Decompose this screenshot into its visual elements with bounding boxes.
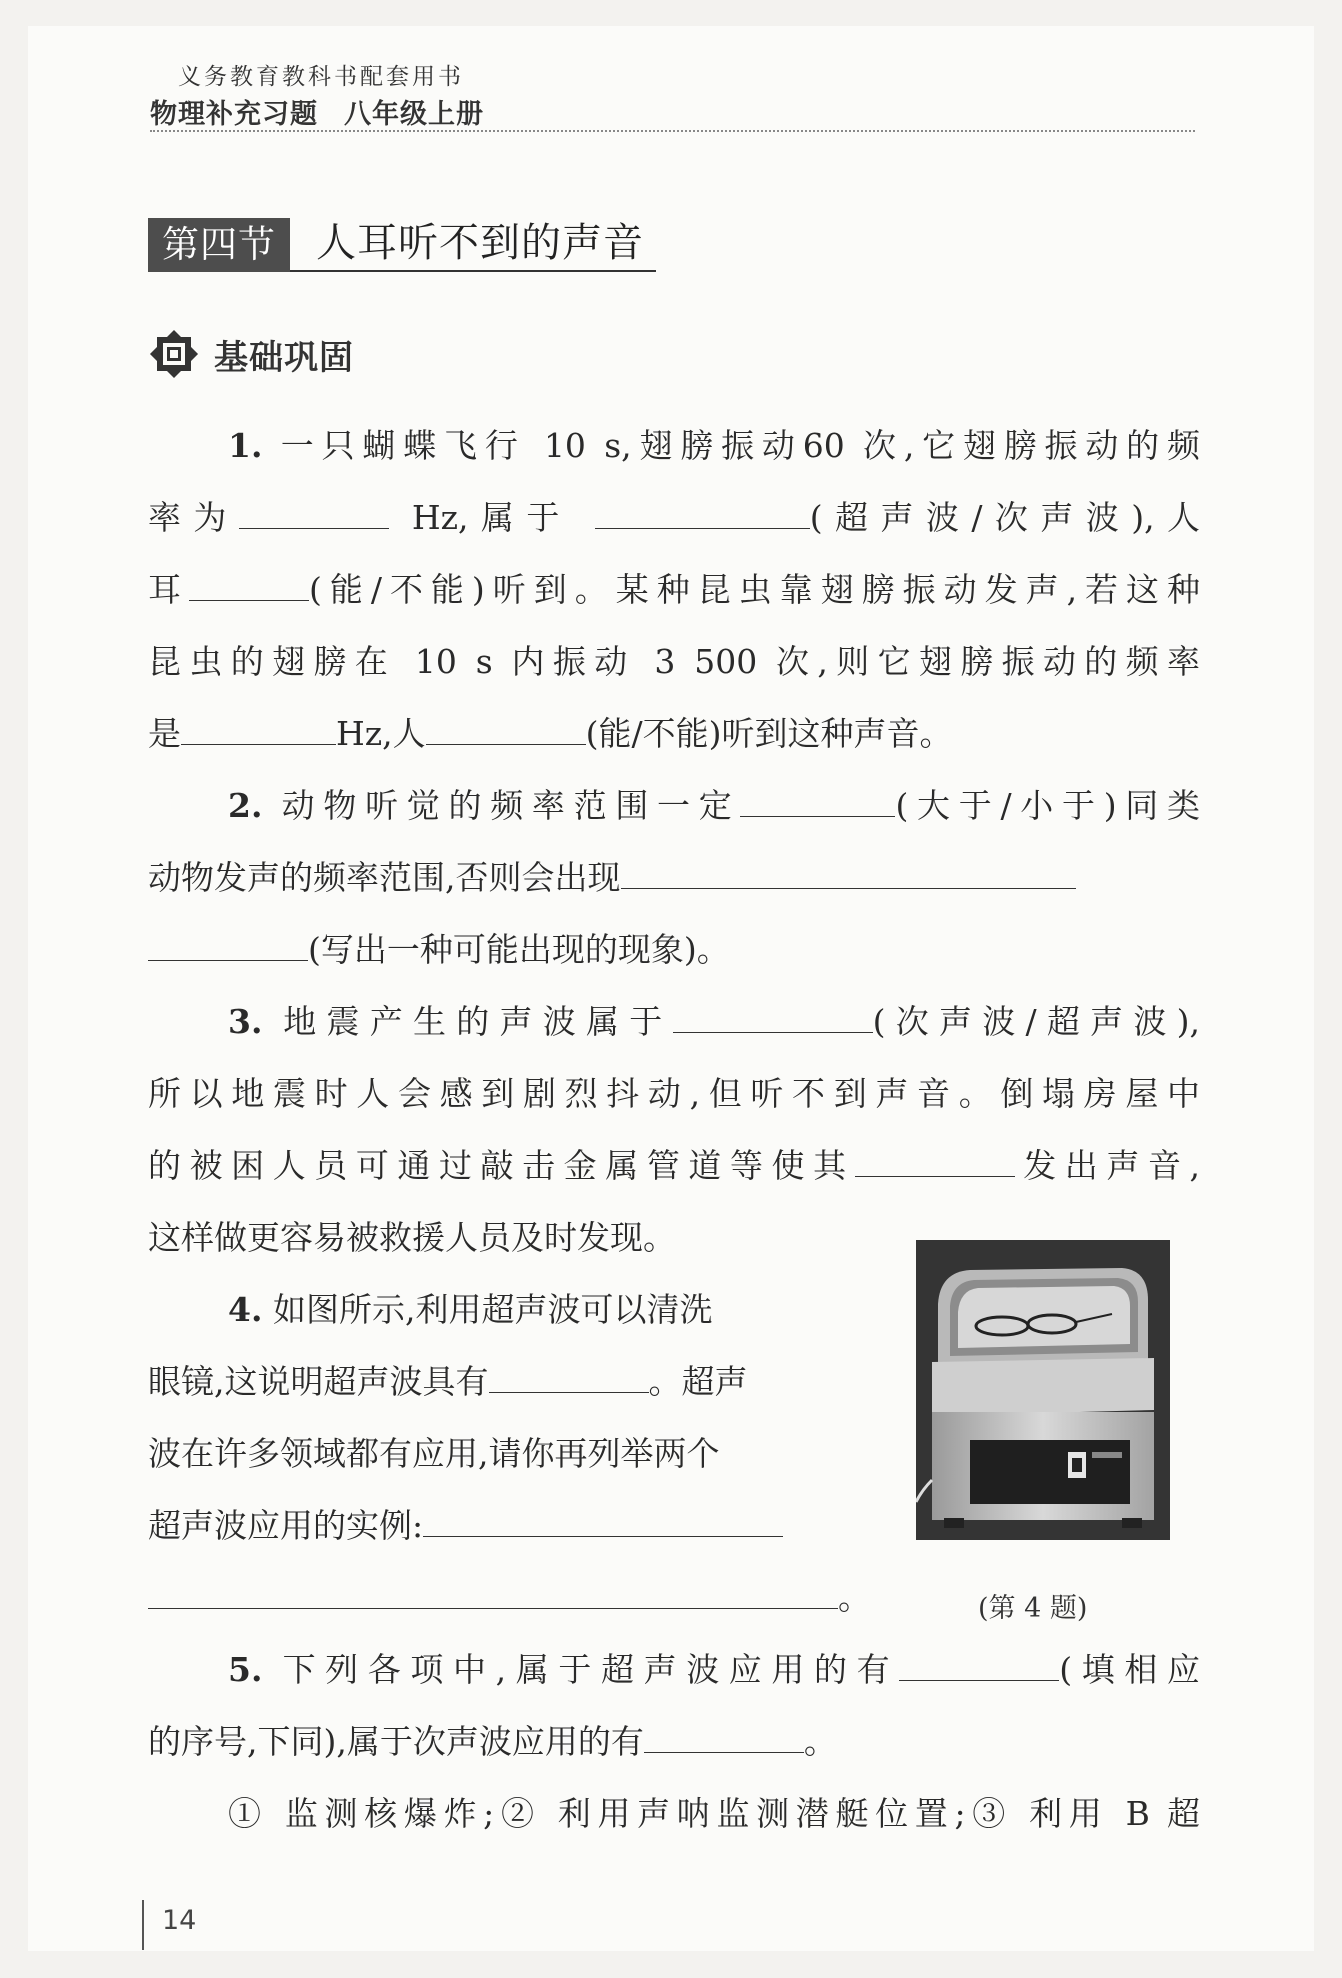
q4-line-3 <box>148 1434 720 1474</box>
q3-line-1 <box>228 1002 1200 1042</box>
book-grade: 八年级上册 <box>344 99 484 130</box>
q4-text: 眼镜,这说明超声波具有 <box>148 1362 489 1401</box>
q1-text: (能/不能)听到这种声音。 <box>585 714 953 753</box>
answer-blank[interactable] <box>855 1146 1015 1177</box>
q1-text: 昆虫的翅膀在 10 s 内振动 3 500 次,则它翅膀振动的频率 <box>148 642 1200 681</box>
page-number: 14 <box>162 1905 197 1936</box>
q3-text: (次声波/超声波), <box>872 1002 1201 1041</box>
q1-text: (超声波/次声波),人 <box>809 498 1201 537</box>
answer-blank[interactable] <box>239 498 389 529</box>
header-series: 义务教育教科书配套用书 <box>178 64 464 90</box>
answer-blank[interactable] <box>148 1578 838 1609</box>
q5-number: 5. <box>228 1650 263 1689</box>
answer-blank[interactable] <box>621 858 1076 889</box>
q1-line-3 <box>148 570 1200 610</box>
header-divider <box>150 130 1195 132</box>
subsection-title: 基础巩固 <box>214 337 354 378</box>
q2-text: 动物发声的频率范围,否则会出现 <box>148 858 621 897</box>
q3-text: 地震产生的声波属于 <box>283 1002 673 1041</box>
q5-line-3 <box>228 1794 1200 1834</box>
answer-blank[interactable] <box>673 1002 873 1033</box>
q1-text: (能/不能)听到。某种昆虫靠翅膀振动发声,若这种 <box>309 570 1201 609</box>
q3-line-3 <box>148 1146 1200 1186</box>
q4-text: 如图所示,利用超声波可以清洗 <box>272 1290 713 1329</box>
q4-text: 。 <box>838 1578 871 1617</box>
answer-blank[interactable] <box>644 1722 804 1753</box>
q5-text: 的序号,下同),属于次声波应用的有 <box>148 1722 644 1761</box>
answer-blank[interactable] <box>899 1650 1059 1681</box>
figure-caption: (第 4 题) <box>978 1593 1088 1624</box>
q1-text: 是 <box>148 714 181 753</box>
q1-text: 率为 <box>148 498 239 537</box>
q4-line-4 <box>148 1506 783 1546</box>
q4-text: 波在许多领域都有应用,请你再列举两个 <box>148 1434 720 1473</box>
q4-line-1 <box>228 1290 712 1330</box>
q5-text: 。 <box>803 1722 837 1761</box>
q3-text: 的被困人员可通过敲击金属管道等使其 <box>148 1146 855 1185</box>
answer-blank[interactable] <box>740 786 895 817</box>
q1-text: Hz,人 <box>336 714 426 753</box>
q4-line-5 <box>148 1578 871 1618</box>
q5-line-1 <box>228 1650 1200 1690</box>
q4-text: 。超声 <box>648 1362 748 1401</box>
q2-line-1 <box>228 786 1200 826</box>
q1-line-1 <box>228 426 1200 466</box>
subsection-heading <box>148 328 354 380</box>
answer-blank[interactable] <box>181 714 336 745</box>
header-book <box>150 92 484 131</box>
section-heading <box>148 218 656 272</box>
q4-text: 超声波应用的实例: <box>148 1506 424 1545</box>
q3-text: 所以地震时人会感到剧烈抖动,但听不到声音。倒塌房屋中 <box>148 1074 1200 1113</box>
answer-blank[interactable] <box>423 1506 783 1537</box>
q1-text: 耳 <box>148 570 189 609</box>
q5-text: (填相应 <box>1059 1650 1200 1689</box>
q2-line-3 <box>148 930 730 970</box>
answer-blank[interactable] <box>595 498 810 529</box>
answer-blank[interactable] <box>148 930 308 961</box>
q2-text: 动物听觉的频率范围一定 <box>281 786 741 825</box>
q2-line-2 <box>148 858 1076 898</box>
q5-text: 下列各项中,属于超声波应用的有 <box>282 1650 900 1689</box>
q1-line-4 <box>148 642 1200 682</box>
q1-text: Hz,属于 <box>411 498 572 537</box>
q3-number: 3. <box>228 1002 263 1041</box>
section-tag: 第四节 <box>148 218 290 272</box>
answer-blank[interactable] <box>189 570 309 601</box>
q5-line-2 <box>148 1722 837 1762</box>
ultrasonic-cleaner-photo <box>916 1240 1170 1540</box>
diamond-square-icon <box>148 328 200 380</box>
q4-number: 4. <box>228 1290 263 1329</box>
q2-text: (写出一种可能出现的现象)。 <box>308 930 730 969</box>
answer-blank[interactable] <box>489 1362 649 1393</box>
answer-blank[interactable] <box>426 714 586 745</box>
section-title: 人耳听不到的声音 <box>290 218 656 272</box>
book-title: 物理补充习题 <box>150 99 318 130</box>
q3-text: 发出声音, <box>1014 1146 1201 1185</box>
q2-text: (大于/小于)同类 <box>895 786 1200 825</box>
q1-line-2 <box>148 498 1200 538</box>
q4-line-2 <box>148 1362 748 1402</box>
q5-text: ① 监测核爆炸;② 利用声呐监测潜艇位置;③ 利用 B 超 <box>228 1794 1200 1833</box>
q3-line-2 <box>148 1074 1200 1114</box>
q3-line-4 <box>148 1218 676 1258</box>
q1-number: 1. <box>228 426 263 465</box>
q2-number: 2. <box>228 786 263 825</box>
q1-text: 一只蝴蝶飞行 10 s,翅膀振动60 次,它翅膀振动的频 <box>280 426 1200 465</box>
page-number-bar <box>142 1900 144 1950</box>
q1-line-5 <box>148 714 953 754</box>
q3-text: 这样做更容易被救援人员及时发现。 <box>148 1218 676 1257</box>
